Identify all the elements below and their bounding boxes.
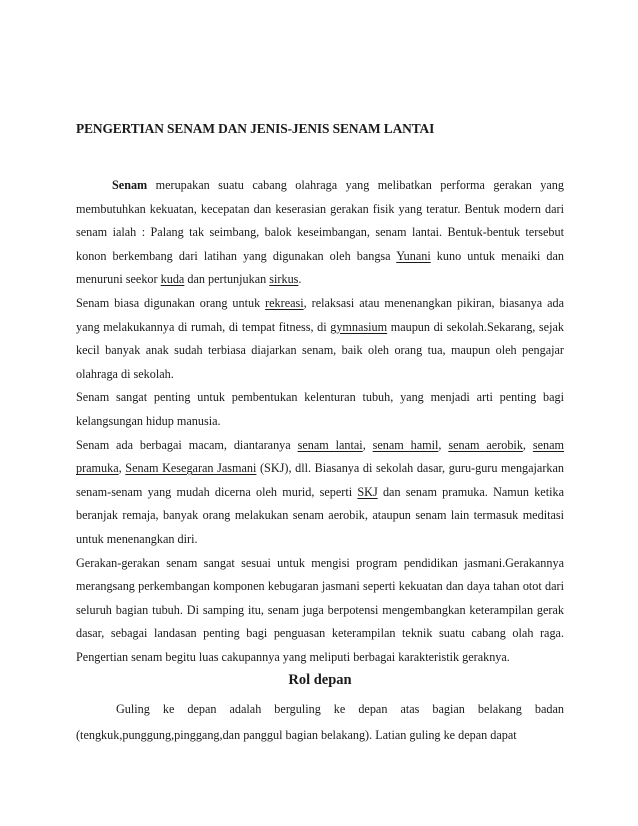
link-senam-kesegaran-jasmani[interactable]: Senam Kesegaran Jasmani: [125, 461, 257, 476]
text-segment: dan pertunjukan: [184, 272, 270, 287]
section-body-rol-depan: [76, 696, 564, 748]
text-segment: (SKJ), dll. Biasanya di sekolah dasar, guru-guru mengajarkan senam-senam yang mudah dicerna oleh murid, seperti: [76, 461, 564, 499]
document-title: PENGERTIAN SENAM DAN JENIS-JENIS SENAM LANTAI: [76, 121, 435, 136]
link-kuda[interactable]: kuda: [160, 272, 185, 287]
document-page: [76, 0, 564, 826]
text-segment: dan senam pramuka. Namun ketika beranjak remaja, banyak orang melakukan senam aerobik, ataupun senam lain termasuk meditasi untuk menenangkan diri.: [76, 484, 564, 546]
link-gymnasium[interactable]: gymnasium: [330, 319, 388, 334]
text-segment: kuno untuk menaiki dan menuruni seekor: [76, 248, 564, 287]
text-segment: Senam biasa digunakan orang untuk: [76, 295, 266, 310]
paragraph-senam-movements: Gerakan-gerakan senam sangat sesuai untuk mengisi program pendidikan jasmani.Gerakannya merangsang perkembangan komponen kebugaran jasmani seperti kekuatan dan daya tahan otot dari seluruh bagian tubuh. Di samping itu, senam juga berpotensi mengembangkan keterampilan gerak dasar, sebagai landasan penting bagi penguasan keterampilan teknik suatu cabang olah raga. Pengertian senam begitu luas cakupannya yang meliputi berbagai karakteristik geraknya.: [76, 555, 564, 664]
paragraph-senam-definition: [76, 174, 564, 292]
text-segment: ,: [522, 437, 533, 452]
link-senam-lantai[interactable]: senam lantai: [297, 437, 363, 452]
text-segment: merupakan suatu cabang olahraga yang melibatkan performa gerakan yang membutuhkan kekuatan, kecepatan dan keserasian gerakan fisik yang teratur. Bentuk modern dari senam ialah : Palang tak seimbang, balok keseimbangan, senam lantai. Bentuk-bentuk tersebut konon berkembang dari latihan yang digunakan oleh bangsa: [76, 178, 564, 263]
document-body: [76, 174, 564, 669]
text-segment: ,: [362, 437, 373, 452]
text-segment: .: [298, 272, 302, 287]
paragraph-senam-types: [76, 434, 564, 552]
paragraph-rol-depan: Guling ke depan adalah berguling ke depan atas bagian belakang badan (tengkuk,punggung,pinggang,dan panggul bagian belakang). Latian guling ke depan dapat: [76, 702, 564, 742]
text-segment: ,: [118, 461, 126, 476]
text-segment: , relaksasi atau menenangkan pikiran, biasanya ada yang melakukannya di rumah, di tempat fitness, di: [76, 295, 564, 334]
link-senam-hamil[interactable]: senam hamil: [372, 437, 439, 452]
paragraph-senam-importance: Senam sangat penting untuk pembentukan kelenturan tubuh, yang menjadi arti penting bagi kelangsungan hidup manusia.: [76, 390, 564, 428]
link-senam-aerobik[interactable]: senam aerobik: [448, 437, 523, 452]
link-yunani[interactable]: Yunani: [396, 248, 431, 263]
text-segment: maupun di sekolah.Sekarang, sejak kecil banyak anak sudah terbiasa diajarkan senam, baik oleh orang tua, maupun oleh pengajar olahraga di sekolah.: [76, 319, 564, 381]
link-sirkus[interactable]: sirkus: [269, 272, 299, 287]
link-senam-pramuka[interactable]: senam pramuka: [76, 437, 564, 476]
link-rekreasi[interactable]: rekreasi: [265, 295, 304, 310]
text-segment: Senam ada berbagai macam, diantaranya: [76, 437, 298, 452]
term-senam: Senam: [112, 178, 148, 192]
paragraph-senam-usage: [76, 292, 564, 386]
section-heading-rol-depan: Rol depan: [288, 672, 352, 688]
link-skj[interactable]: SKJ: [357, 484, 378, 499]
text-segment: ,: [438, 437, 449, 452]
